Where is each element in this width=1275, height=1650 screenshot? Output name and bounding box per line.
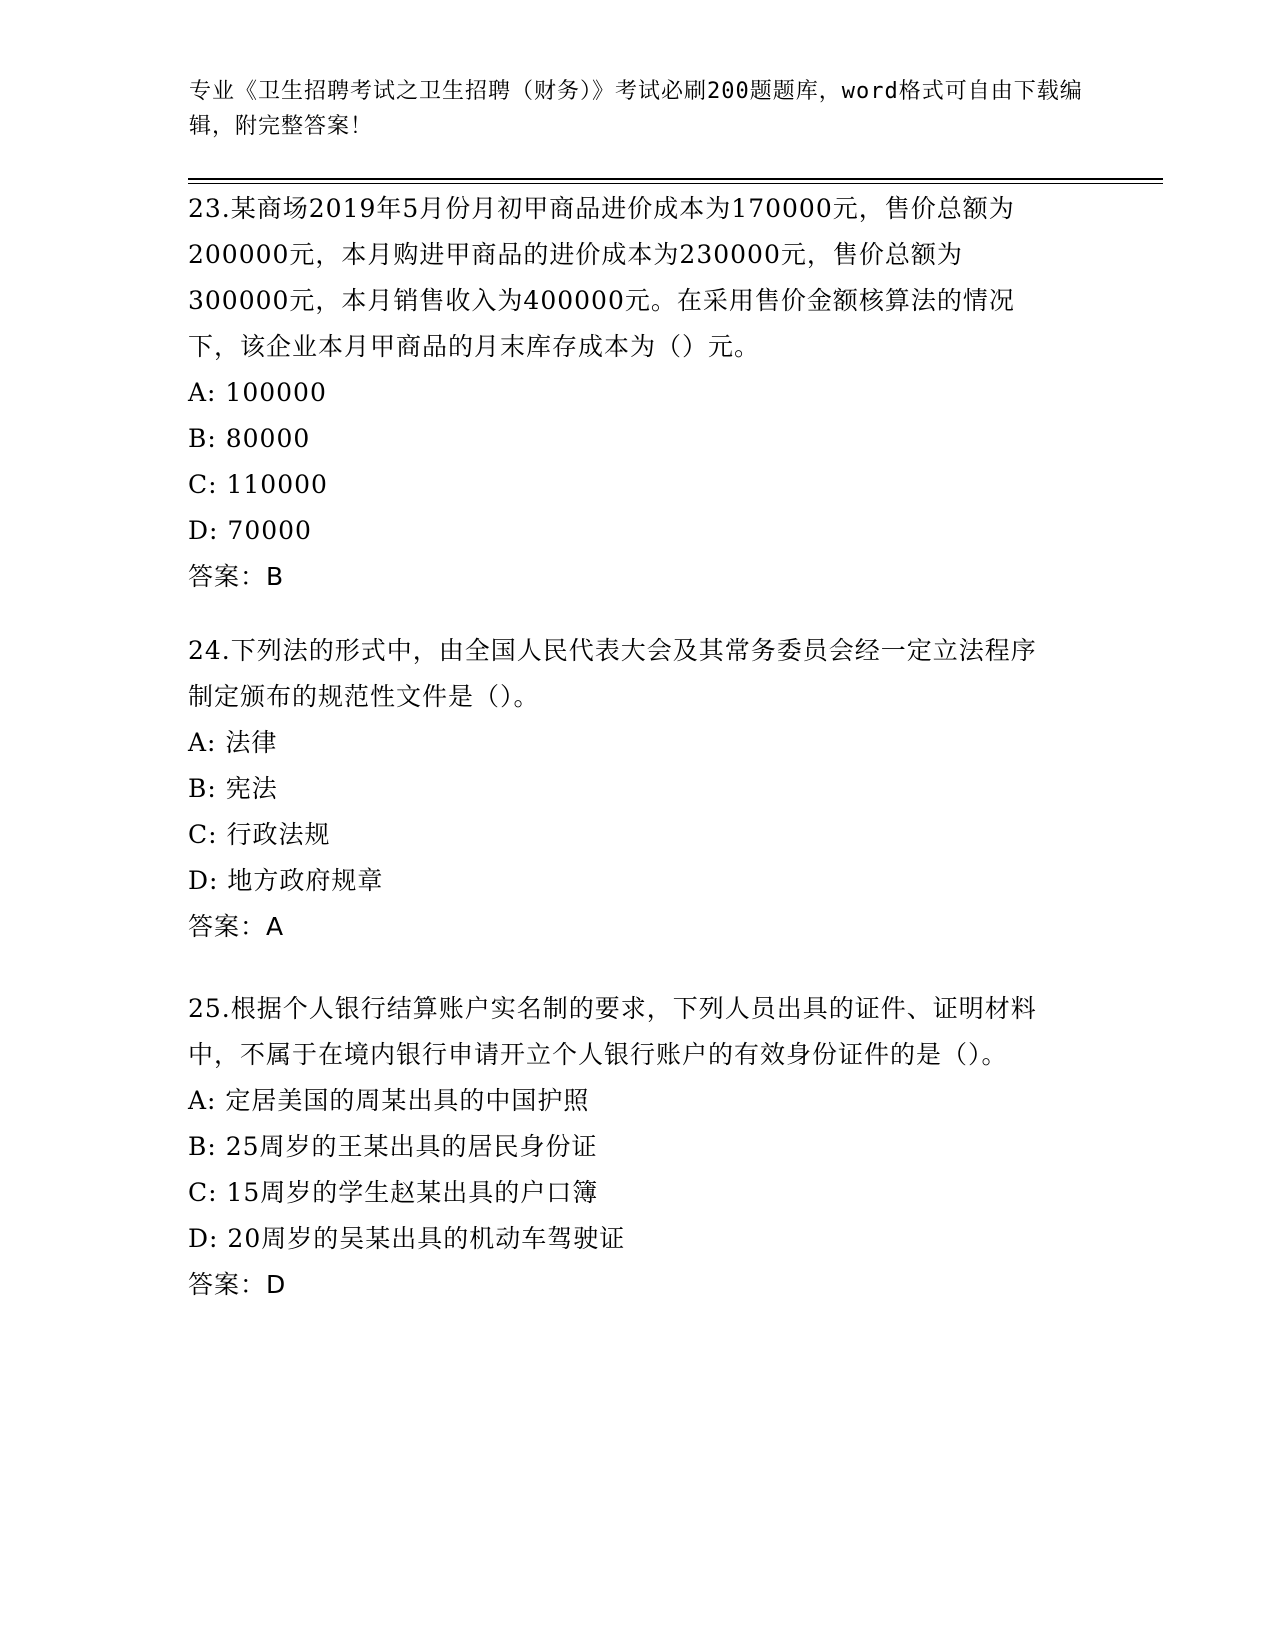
option-d: D: 20周岁的吴某出具的机动车驾驶证 (188, 1224, 626, 1253)
question-25 (188, 986, 1048, 1308)
answer-label: 答案：D (188, 1270, 287, 1299)
option-a: A: 100000 (188, 378, 327, 407)
option-b: B: 25周岁的王某出具的居民身份证 (188, 1132, 598, 1161)
option-a: A: 法律 (188, 728, 278, 757)
answer-label: 答案：B (188, 562, 285, 591)
question-24 (188, 628, 1048, 950)
option-b: B: 80000 (188, 424, 311, 453)
header-divider-thick (188, 178, 1163, 180)
question-stem: 23.某商场2019年5月份月初甲商品进价成本为170000元，售价总额为200000元，本月购进甲商品的进价成本为230000元，售价总额为300000元，本月销售收入为400000元。在采用售价金额核算法的情况下，该企业本月甲商品的月末库存成本为（）元。 (188, 194, 1015, 361)
answer-label: 答案：A (188, 912, 285, 941)
option-c: C: 15周岁的学生赵某出具的户口簿 (188, 1178, 599, 1207)
option-d: D: 地方政府规章 (188, 866, 384, 895)
option-c: C: 行政法规 (188, 820, 331, 849)
question-stem: 24.下列法的形式中，由全国人民代表大会及其常务委员会经一定立法程序制定颁布的规范性文件是（）。 (188, 636, 1037, 711)
question-stem: 25.根据个人银行结算账户实名制的要求，下列人员出具的证件、证明材料中，不属于在境内银行申请开立个人银行账户的有效身份证件的是（）。 (188, 994, 1037, 1069)
question-23 (188, 186, 1048, 600)
option-b: B: 宪法 (188, 774, 278, 803)
header-divider-thin (188, 183, 1163, 184)
option-a: A: 定居美国的周某出具的中国护照 (188, 1086, 590, 1115)
option-c: C: 110000 (188, 470, 328, 499)
document-header: 专业《卫生招聘考试之卫生招聘（财务）》考试必刷200题题库，word格式可自由下载编辑，附完整答案！ (189, 79, 1083, 139)
option-d: D: 70000 (188, 516, 312, 545)
